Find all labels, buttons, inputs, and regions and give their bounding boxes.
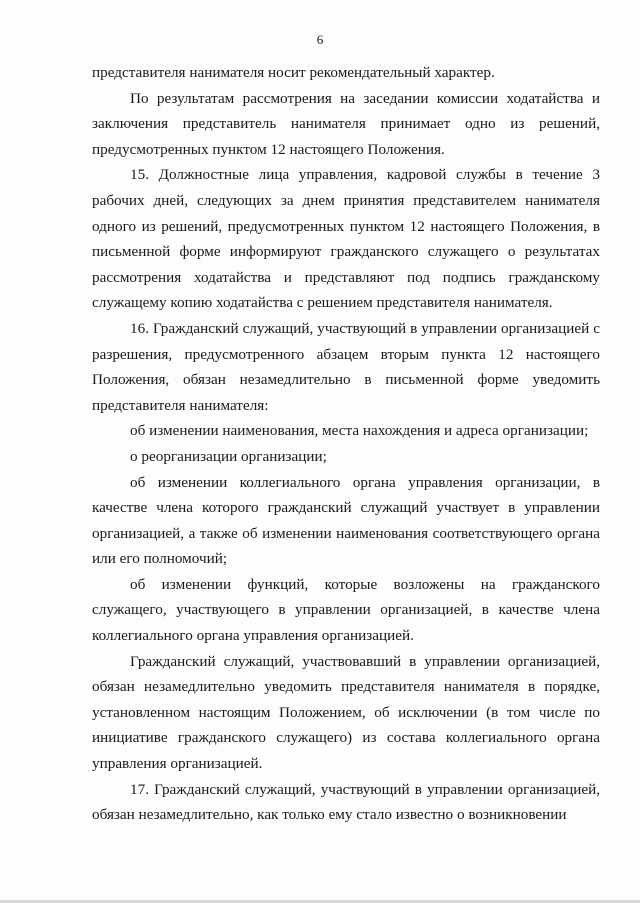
- paragraph-item-17: 17. Гражданский служащий, участвующий в управлении организацией, обязан незамедлительно, как только ему стало известно о возникновении: [92, 780, 600, 824]
- paragraph-decision: По результатам рассмотрения на заседании комиссии ходатайства и заключения представитель нанимателя принимает одно из решений, предусмотренных пунктом 12 настоящего Положения.: [92, 89, 600, 158]
- paragraph-item-15: 15. Должностные лица управления, кадровой службы в течение 3 рабочих дней, следующих за днем принятия представителем нанимателя одного из решений, предусмотренных пунктом 12 настоящего Положения, в письменной форме информируют гражданского служащего о результатах рассмотрения ходатайства и представляют под подпись гражданскому служащему копию ходатайства с решением представителя нанимателя.: [92, 166, 600, 312]
- list-item-functions-change: об изменении функций, которые возложены на гражданского служащего, участвующего в управлении организацией, в качестве члена коллегиального органа управления организацией.: [92, 575, 600, 645]
- paragraph-exclusion: Гражданский служащий, участвовавший в управлении организацией, обязан незамедлительно уведомить представителя нанимателя в порядке, установленном настоящим Положением, об исключении (в том числе по инициативе гражданского служащего) из состава коллегиального органа управления организацией.: [92, 652, 600, 773]
- list-item-body-change: об изменении коллегиального органа управления организации, в качестве члена которого гражданский служащий участвует в управлении организацией, а также об изменении наименования соответствующего органа или его полномочий;: [92, 473, 600, 568]
- document-body: [92, 60, 600, 828]
- paragraph-continuation: представителя нанимателя носит рекомендательный характер.: [92, 64, 495, 81]
- list-item-reorganization: о реорганизации организации;: [130, 447, 327, 465]
- list-item-name-change: об изменении наименования, места нахождения и адреса организации;: [130, 422, 589, 440]
- paragraph-item-16: 16. Гражданский служащий, участвующий в управлении организацией с разрешения, предусмотренного абзацем вторым пункта 12 настоящего Положения, обязан незамедлительно в письменной форме уведомить представителя нанимателя:: [92, 319, 600, 414]
- page-number: 6: [316, 32, 324, 47]
